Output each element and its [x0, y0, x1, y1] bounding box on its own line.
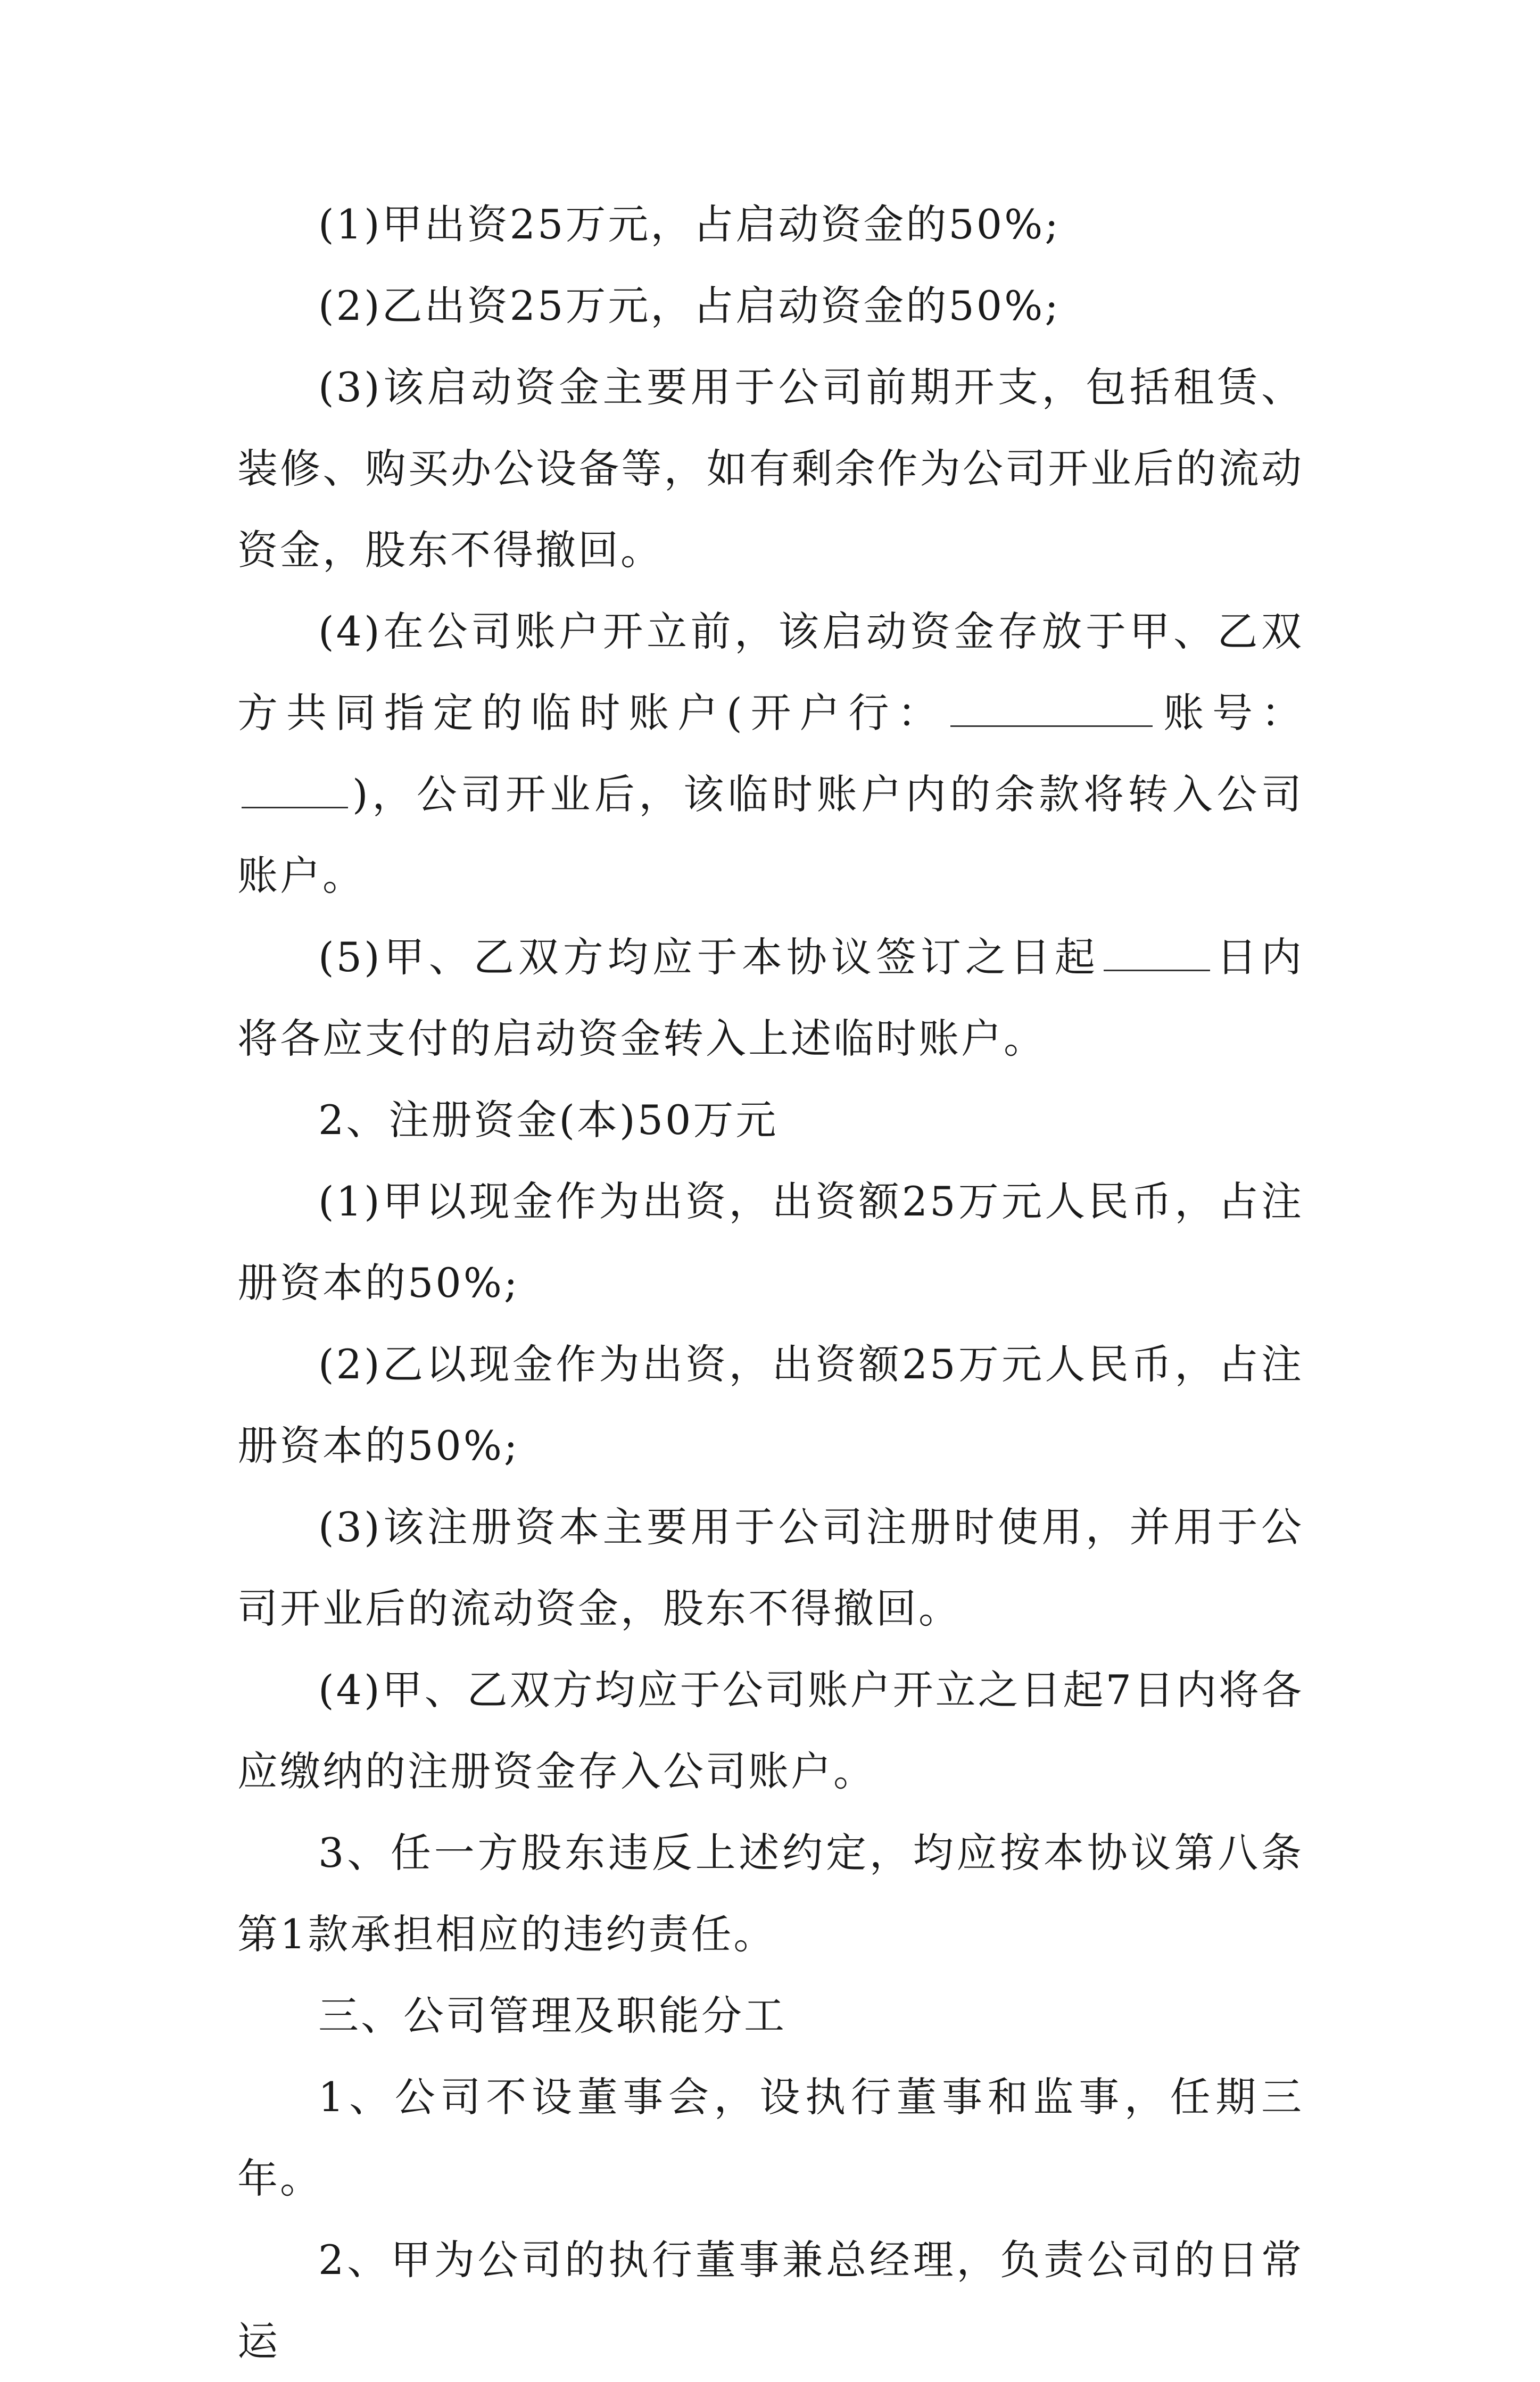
paragraph-registered-capital-usage: (3)该注册资本主要用于公司注册时使用，并用于公司开业后的流动资金，股东不得撤回。	[237, 1503, 1304, 1632]
paragraph-executive-director: 2、甲为公司的执行董事兼总经理，负责公司的日常运	[237, 2236, 1304, 2365]
paragraph-transfer-deadline	[237, 916, 1304, 1079]
temporary-account-text-start: (4)在公司账户开立前，该启动资金存放于甲、乙双方共同指定的临时账户(开户行：	[237, 608, 1304, 737]
paragraph-registered-capital-deadline: (4)甲、乙双方均应于公司账户开立之日起7日内将各应缴纳的注册资金存入公司账户。	[237, 1666, 1304, 1795]
account-number-blank	[242, 774, 348, 808]
paragraph-startup-capital-usage: (3)该启动资金主要用于公司前期开支，包括租赁、装修、购买办公设备等，如有剩余作为公司开业后的流动资金，股东不得撤回。	[237, 363, 1304, 574]
paragraph-registered-capital-heading: 2、注册资金(本)50万元	[318, 1096, 779, 1144]
bank-name-blank	[950, 692, 1153, 727]
transfer-deadline-text-end: 日内将各应支付的启动资金转入上述临时账户。	[237, 933, 1304, 1062]
paragraph-registered-capital-party-a: (1)甲以现金作为出资，出资额25万元人民币，占注册资本的50%;	[237, 1178, 1304, 1306]
section-heading-management: 三、公司管理及职能分工	[318, 1992, 786, 2039]
paragraph-startup-capital-party-a: (1)甲出资25万元，占启动资金的50%;	[318, 201, 1061, 248]
days-blank	[1104, 937, 1210, 971]
paragraph-breach-clause: 3、任一方股东违反上述约定，均应按本协议第八条第1款承担相应的违约责任。	[237, 1829, 1304, 1958]
temporary-account-text-end: )，公司开业后，该临时账户内的余款将转入公司账户。	[237, 771, 1304, 899]
paragraph-registered-capital-party-b: (2)乙以现金作为出资，出资额25万元人民币，占注册资本的50%;	[237, 1341, 1304, 1469]
account-number-label: 账号：	[1157, 689, 1304, 737]
transfer-deadline-text-start: (5)甲、乙双方均应于本协议签订之日起	[318, 933, 1099, 981]
paragraph-temporary-account	[237, 591, 1304, 916]
document-body	[237, 184, 1304, 2382]
paragraph-startup-capital-party-b: (2)乙出资25万元，占启动资金的50%;	[318, 282, 1061, 329]
paragraph-no-board: 1、公司不设董事会，设执行董事和监事，任期三年。	[237, 2073, 1304, 2202]
